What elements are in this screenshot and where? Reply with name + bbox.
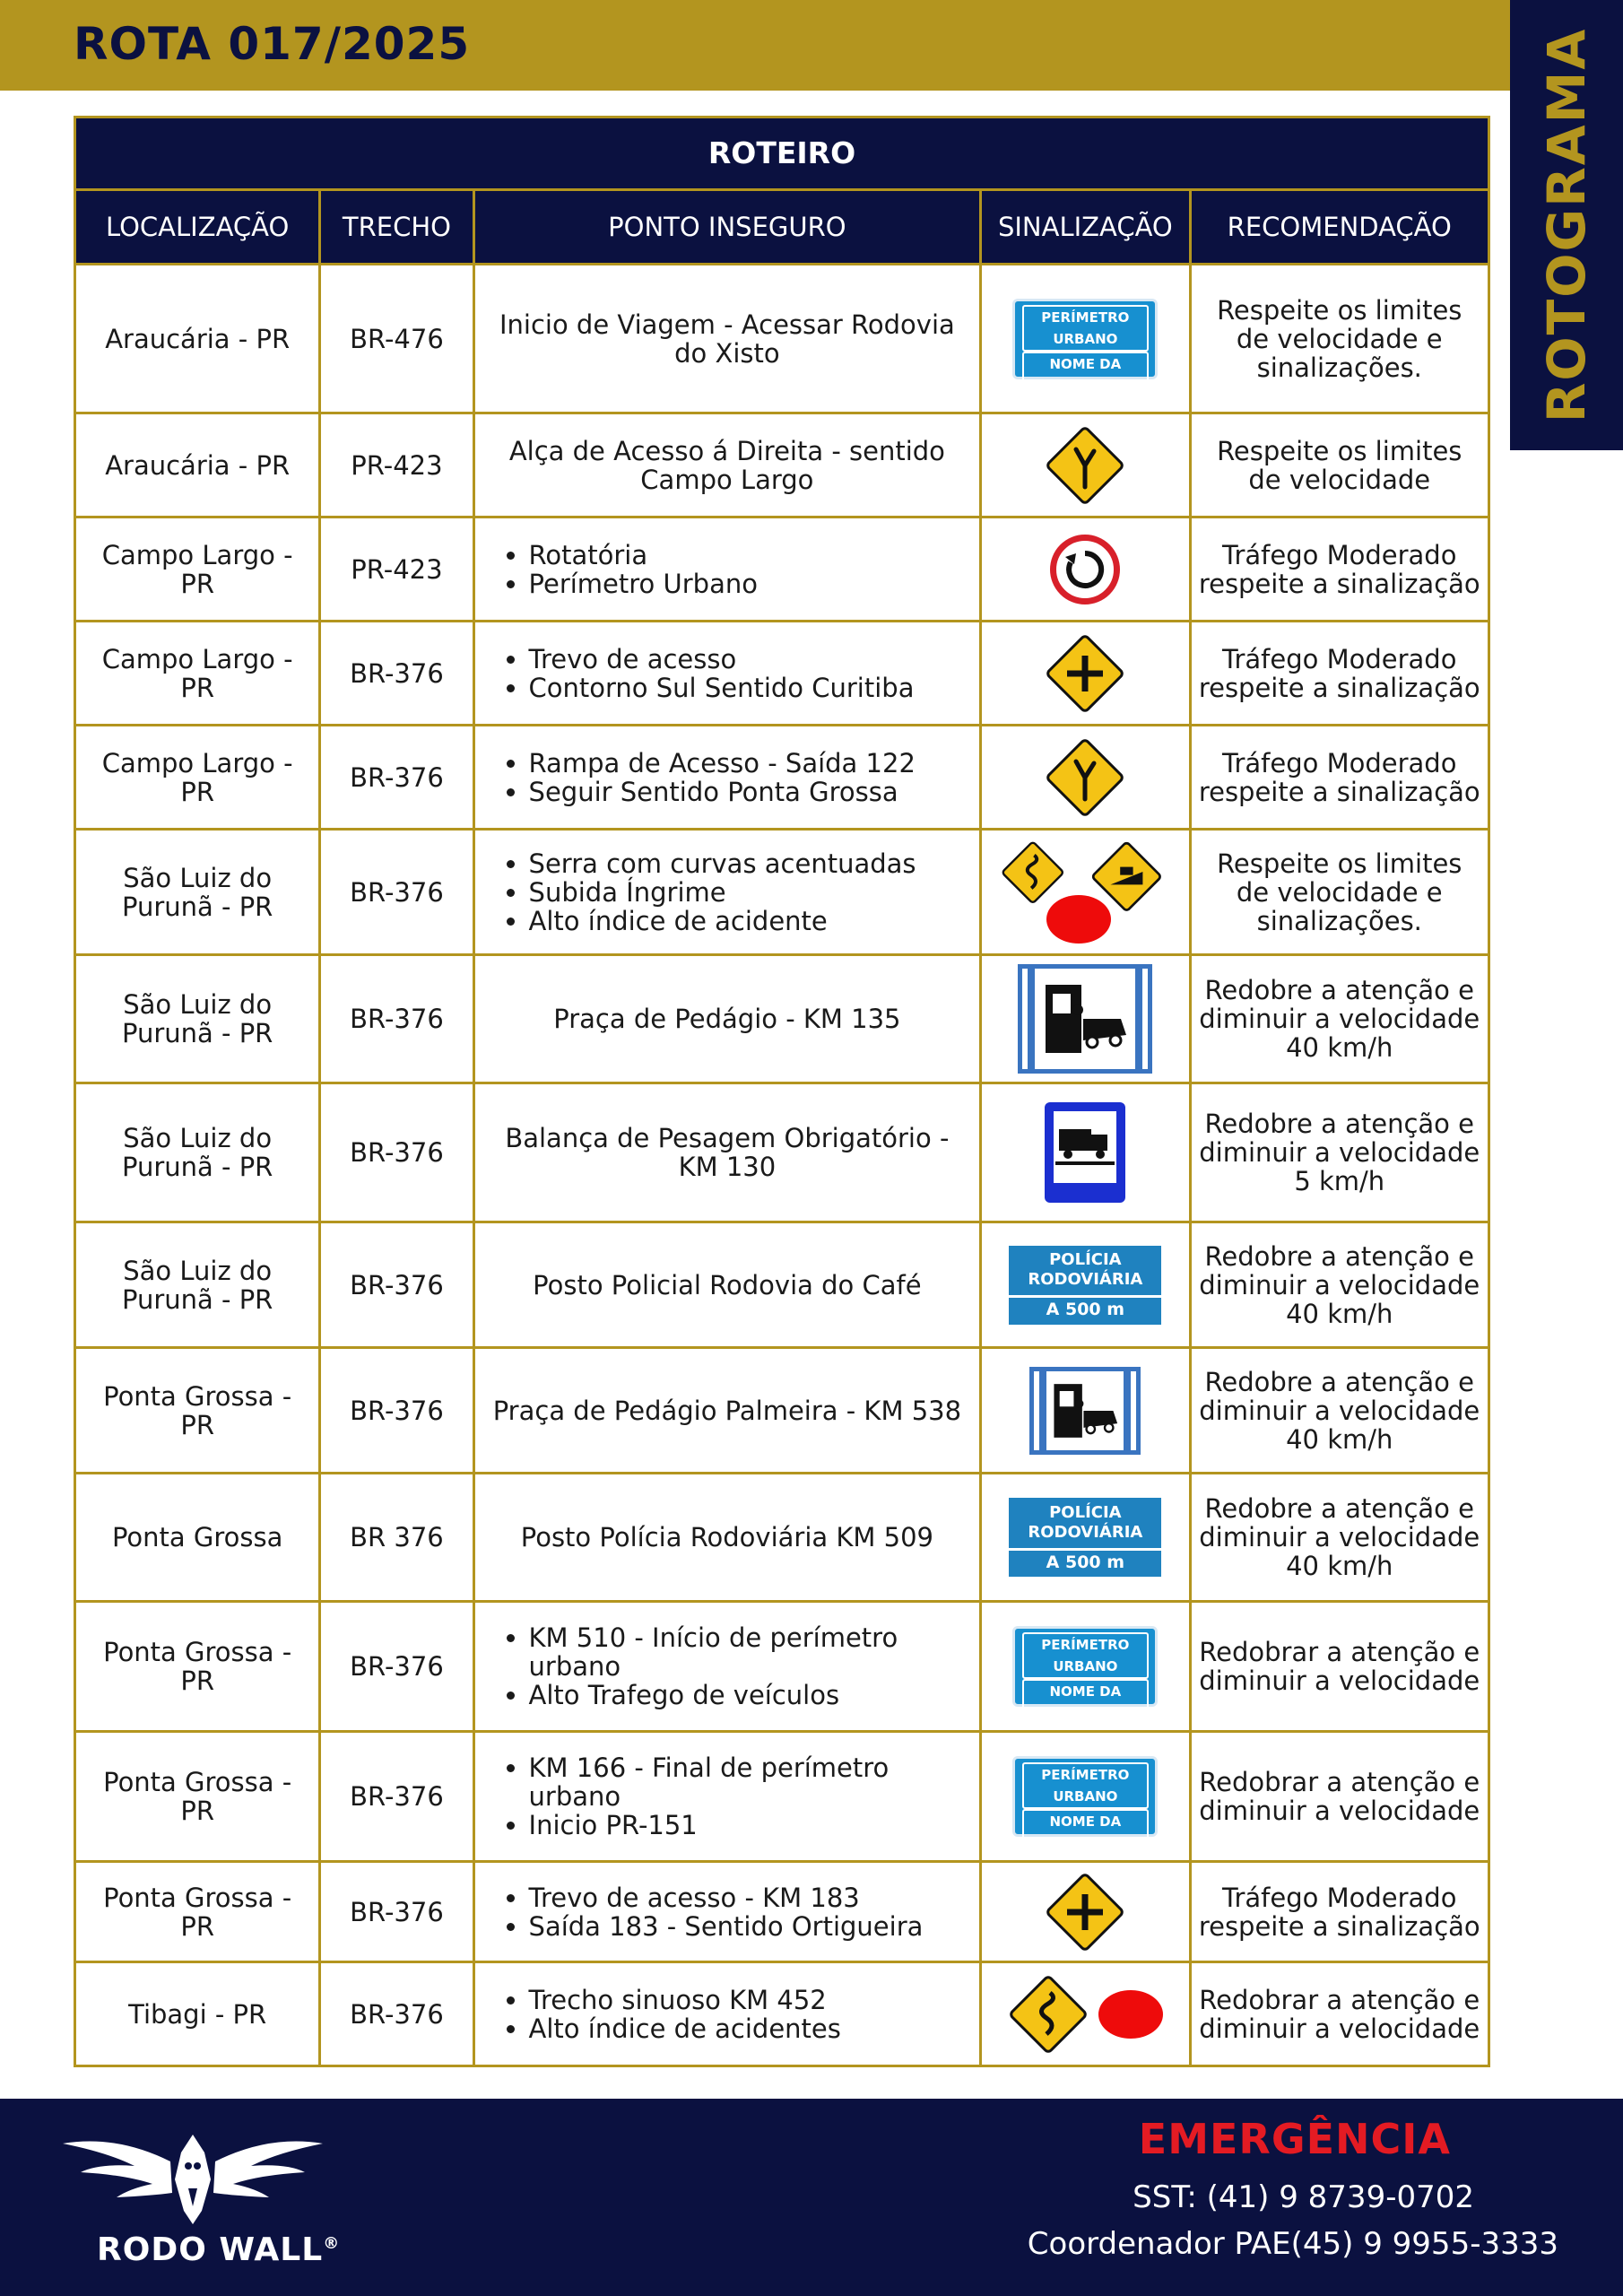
table-row [76, 1223, 1488, 1346]
cell-sinalizacao [982, 518, 1188, 620]
cell-sinalizacao [982, 1474, 1188, 1600]
policia-text: POLÍCIA [1049, 1502, 1122, 1522]
curves-sign-icon [1000, 839, 1066, 906]
ponto-text: Alça de Acesso á Direita - sentido Campo Largo [508, 435, 945, 495]
table-row [76, 622, 1488, 724]
cell-sinalizacao [982, 1603, 1188, 1730]
cell-localizacao: São Luiz do Purunã - PR [76, 956, 318, 1082]
side-tab [1510, 0, 1623, 450]
list-item: • Inicio PR-151 [529, 1811, 973, 1839]
crossroad-sign-icon [1044, 632, 1126, 715]
cell-trecho: BR-476 [321, 265, 472, 412]
cell-trecho: BR-376 [321, 956, 472, 1082]
cell-localizacao: Ponta Grossa - PR [76, 1863, 318, 1961]
perimetro-urbano-sign [1012, 1756, 1158, 1851]
cell-trecho: BR-376 [321, 1863, 472, 1961]
sign-perimetro-urbano [989, 1626, 1181, 1721]
cell-sinalizacao [982, 265, 1188, 412]
sign-toll-small [989, 1367, 1181, 1455]
cell-localizacao: São Luiz do Purunã - PR [76, 1084, 318, 1221]
cell-sinalizacao [982, 1349, 1188, 1472]
cell-sinalizacao [982, 414, 1188, 516]
table-header-row [76, 191, 1488, 263]
cell-ponto-inseguro [475, 1603, 980, 1730]
ponto-list [482, 1753, 973, 1839]
table-row [76, 1963, 1488, 2065]
roundabout-sign-icon [1050, 535, 1120, 604]
cell-trecho: BR-376 [321, 622, 472, 724]
cell-ponto-inseguro [475, 831, 980, 953]
rodoviaria-text: RODOVIÁRIA [1028, 1270, 1143, 1289]
ponto-text: Balança de Pesagem Obrigatório - KM 130 [505, 1123, 950, 1182]
cell-trecho: BR-376 [321, 726, 472, 828]
cell-trecho: BR-376 [321, 1603, 472, 1730]
list-item: • Serra com curvas acentuadas [529, 849, 973, 878]
perimetro-text: PERÍMETRO URBANO [1022, 1762, 1149, 1809]
cell-sinalizacao [982, 726, 1188, 828]
table-title: ROTEIRO [76, 118, 1488, 188]
cell-localizacao: Campo Largo - PR [76, 518, 318, 620]
cidade-text: NOME DA CIDADE [1022, 1679, 1149, 1726]
accident-red-dot-icon [1098, 1990, 1163, 2039]
sign-police [989, 1246, 1181, 1325]
cell-trecho: PR-423 [321, 414, 472, 516]
cell-recomendacao: Tráfego Moderado respeite a sinalização [1192, 726, 1488, 828]
brand-name [97, 2231, 340, 2268]
ponto-list [482, 645, 973, 702]
sign-junction-diamond [989, 424, 1181, 507]
cell-trecho: BR-376 [321, 1349, 472, 1472]
ponto-text: Posto Policial Rodovia do Café [533, 1269, 922, 1300]
coordinator-phone: Coordenador PAE(45) 9 9955-3333 [1027, 2226, 1558, 2262]
ponto-text: Praça de Pedágio - KM 135 [553, 1004, 901, 1034]
cell-ponto-inseguro [475, 265, 980, 412]
cell-recomendacao: Redobrar a atenção e diminuir a velocidade [1192, 1963, 1488, 2065]
list-item: • Trecho sinuoso KM 452 [529, 1986, 973, 2014]
cell-trecho: PR-423 [321, 518, 472, 620]
list-item: • Rampa de Acesso - Saída 122 [529, 749, 973, 778]
perimetro-urbano-sign [1012, 299, 1158, 394]
cell-recomendacao: Redobre a atenção e diminuir a velocidade 40 km/h [1192, 1474, 1488, 1600]
cidade-text: NOME DA CIDADE [1022, 352, 1149, 398]
ponto-text: Inicio de Viagem - Acessar Rodovia do Xisto [499, 309, 955, 369]
table-row [76, 265, 1488, 412]
sign-curves-slope-red [989, 839, 1181, 945]
list-item: • KM 166 - Final de perímetro urbano [529, 1753, 973, 1811]
cell-trecho: BR-376 [321, 1963, 472, 2065]
cell-localizacao: Tibagi - PR [76, 1963, 318, 2065]
sign-crossroad-diamond [989, 632, 1181, 715]
table-row [76, 956, 1488, 1082]
cell-sinalizacao [982, 956, 1188, 1082]
cell-ponto-inseguro [475, 518, 980, 620]
cell-sinalizacao [982, 1223, 1188, 1346]
cell-trecho: BR-376 [321, 1223, 472, 1346]
brand-text: RODO WALL [97, 2231, 324, 2268]
cell-ponto-inseguro [475, 726, 980, 828]
sign-junction-diamond [989, 736, 1181, 819]
cell-localizacao: Campo Largo - PR [76, 622, 318, 724]
ponto-list [482, 1883, 973, 1941]
toll-plaza-sign-icon [1029, 1367, 1141, 1455]
list-item: • Saída 183 - Sentido Ortigueira [529, 1912, 973, 1941]
sst-phone: SST: (41) 9 8739-0702 [1133, 2179, 1474, 2215]
table-row [76, 1603, 1488, 1730]
ponto-list [482, 1623, 973, 1709]
cell-localizacao: São Luiz do Purunã - PR [76, 831, 318, 953]
cell-trecho: BR-376 [321, 1084, 472, 1221]
registered-mark: ® [323, 2234, 341, 2253]
ponto-text: Praça de Pedágio Palmeira - KM 538 [492, 1395, 962, 1426]
cell-trecho: BR-376 [321, 1733, 472, 1860]
cell-ponto-inseguro [475, 1223, 980, 1346]
cell-ponto-inseguro [475, 1474, 980, 1600]
cell-recomendacao: Respeite os limites de velocidade e sinalizações. [1192, 265, 1488, 412]
list-item: • KM 510 - Início de perímetro urbano [529, 1623, 973, 1681]
cell-ponto-inseguro [475, 956, 980, 1082]
cell-recomendacao: Redobrar a atenção e diminuir a velocidade [1192, 1733, 1488, 1860]
accident-red-dot-icon [1046, 895, 1111, 944]
cell-ponto-inseguro [475, 1863, 980, 1961]
col-recomendacao: RECOMENDAÇÃO [1192, 191, 1488, 263]
cell-recomendacao: Tráfego Moderado respeite a sinalização [1192, 518, 1488, 620]
policia-text: POLÍCIA [1049, 1250, 1122, 1269]
police-sign [1009, 1498, 1161, 1577]
table-row [76, 1733, 1488, 1860]
cell-trecho: BR 376 [321, 1474, 472, 1600]
perimetro-text: PERÍMETRO URBANO [1022, 1632, 1149, 1679]
cell-recomendacao: Redobre a atenção e diminuir a velocidade 40 km/h [1192, 1223, 1488, 1346]
table-row [76, 1084, 1488, 1221]
cell-recomendacao: Respeite os limites de velocidade [1192, 414, 1488, 516]
list-item: • Trevo de acesso - KM 183 [529, 1883, 973, 1912]
table-row [76, 1863, 1488, 1961]
cell-recomendacao: Respeite os limites de velocidade e sinalizações. [1192, 831, 1488, 953]
cell-recomendacao: Redobrar a atenção e diminuir a velocidade [1192, 1603, 1488, 1730]
cell-localizacao: Ponta Grossa - PR [76, 1603, 318, 1730]
cell-ponto-inseguro [475, 1963, 980, 2065]
sign-curves-red [989, 1973, 1181, 2056]
ponto-list [482, 849, 973, 935]
cell-sinalizacao [982, 831, 1188, 953]
table-row [76, 518, 1488, 620]
list-item: • Contorno Sul Sentido Curitiba [529, 674, 973, 702]
sign-crossroad-diamond [989, 1871, 1181, 1953]
cell-sinalizacao [982, 622, 1188, 724]
cell-localizacao: Campo Largo - PR [76, 726, 318, 828]
distance-text: A 500 m [1009, 1295, 1161, 1319]
route-table [74, 116, 1490, 2067]
horse-wings-logo-icon [63, 2126, 323, 2237]
sign-perimetro-urbano [989, 1756, 1181, 1851]
distance-text: A 500 m [1009, 1548, 1161, 1572]
cell-trecho: BR-376 [321, 831, 472, 953]
junction-sign-icon [1044, 736, 1126, 819]
ponto-list [482, 1986, 973, 2043]
table-row [76, 1349, 1488, 1472]
cidade-text: NOME DA CIDADE [1022, 1809, 1149, 1856]
crossroad-sign-icon [1044, 1871, 1126, 1953]
perimetro-urbano-sign [1012, 1626, 1158, 1721]
header-bar [0, 0, 1510, 91]
col-ponto-inseguro: PONTO INSEGURO [475, 191, 980, 263]
sign-weigh-station [989, 1102, 1181, 1203]
ponto-list [482, 749, 973, 806]
col-sinalizacao: SINALIZAÇÃO [982, 191, 1188, 263]
toll-plaza-sign-icon [1018, 964, 1152, 1074]
cell-ponto-inseguro [475, 414, 980, 516]
cell-sinalizacao [982, 1863, 1188, 1961]
route-title: ROTA 017/2025 [74, 18, 471, 70]
sign-roundabout [989, 535, 1181, 604]
cell-recomendacao: Tráfego Moderado respeite a sinalização [1192, 622, 1488, 724]
police-sign [1009, 1246, 1161, 1325]
cell-recomendacao: Redobre a atenção e diminuir a velocidade 40 km/h [1192, 956, 1488, 1082]
col-localizacao: LOCALIZAÇÃO [76, 191, 318, 263]
footer [0, 2099, 1623, 2296]
cell-localizacao: Ponta Grossa - PR [76, 1733, 318, 1860]
cell-ponto-inseguro [475, 622, 980, 724]
junction-sign-icon [1044, 424, 1126, 507]
cell-sinalizacao [982, 1084, 1188, 1221]
sign-police [989, 1498, 1181, 1577]
table-row [76, 414, 1488, 516]
cell-recomendacao: Redobre a atenção e diminuir a velocidade 40 km/h [1192, 1349, 1488, 1472]
sign-toll [989, 964, 1181, 1074]
cell-localizacao: São Luiz do Purunã - PR [76, 1223, 318, 1346]
cell-recomendacao: Redobre a atenção e diminuir a velocidade 5 km/h [1192, 1084, 1488, 1221]
cell-sinalizacao [982, 1733, 1188, 1860]
list-item: • Trevo de acesso [529, 645, 973, 674]
list-item: • Alto índice de acidentes [529, 2014, 973, 2043]
weigh-station-sign-icon [1045, 1102, 1125, 1203]
perimetro-text: PERÍMETRO URBANO [1022, 305, 1149, 352]
table-row [76, 1474, 1488, 1600]
ponto-text: Posto Polícia Rodoviária KM 509 [520, 1522, 933, 1552]
cell-localizacao: Ponta Grossa [76, 1474, 318, 1600]
cell-sinalizacao [982, 1963, 1188, 2065]
sign-perimetro-urbano [989, 299, 1181, 394]
cell-recomendacao: Tráfego Moderado respeite a sinalização [1192, 1863, 1488, 1961]
cell-localizacao: Ponta Grossa - PR [76, 1349, 318, 1472]
list-item: • Alto índice de acidente [529, 907, 973, 935]
table-row [76, 831, 1488, 953]
cell-ponto-inseguro [475, 1349, 980, 1472]
table-row [76, 726, 1488, 828]
list-item: • Rotatória [529, 541, 973, 570]
col-trecho: TRECHO [321, 191, 472, 263]
rodoviaria-text: RODOVIÁRIA [1028, 1522, 1143, 1542]
list-item: • Subida Íngrime [529, 878, 973, 907]
serra-signs [1000, 839, 1170, 945]
cell-ponto-inseguro [475, 1733, 980, 1860]
ponto-list [482, 541, 973, 598]
list-item: • Perímetro Urbano [529, 570, 973, 598]
list-item: • Alto Trafego de veículos [529, 1681, 973, 1709]
side-tab-label: ROTOGRAMA [1536, 27, 1597, 423]
cell-ponto-inseguro [475, 1084, 980, 1221]
emergency-title: EMERGÊNCIA [1138, 2115, 1451, 2163]
cell-localizacao: Araucária - PR [76, 414, 318, 516]
cell-localizacao: Araucária - PR [76, 265, 318, 412]
curves-sign-icon [1007, 1973, 1089, 2056]
list-item: • Seguir Sentido Ponta Grossa [529, 778, 973, 806]
